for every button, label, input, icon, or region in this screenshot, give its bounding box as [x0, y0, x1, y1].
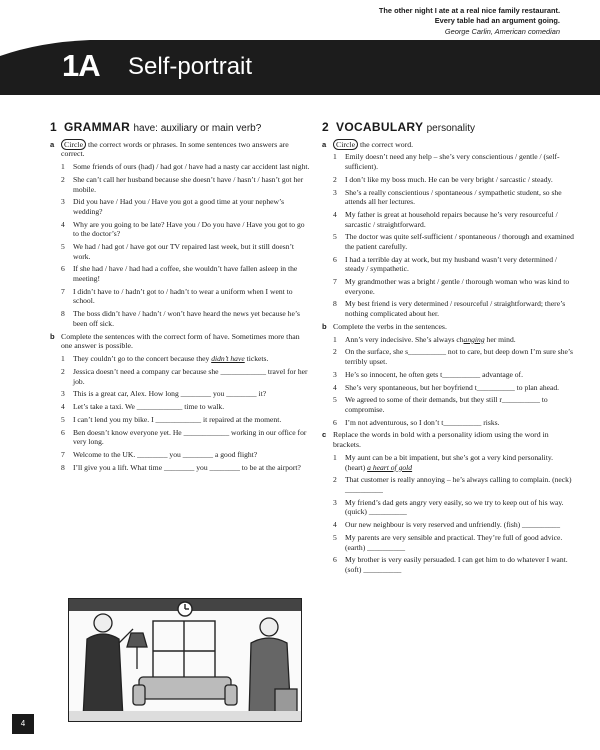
- task-letter: a: [50, 139, 55, 149]
- item-text: Ann’s very indecisive. She’s always ch: [345, 334, 464, 344]
- list-item: [333, 255, 574, 274]
- item-text: The doctor was quite self-sufficient / spontaneous / thorough and examined the patient carefully.: [345, 232, 574, 251]
- item-number: 4: [61, 402, 65, 412]
- example-answer: didn’t have: [211, 354, 245, 364]
- item-number: 6: [333, 555, 337, 565]
- instruction-text: the correct word.: [358, 139, 414, 149]
- grammar-task-b: [50, 332, 312, 473]
- list-item: [333, 299, 574, 318]
- vocabulary-task-b: [322, 322, 574, 427]
- item-number: 5: [61, 414, 65, 424]
- item-text: We agreed to some of their demands, but they still r__________ to compromise.: [345, 395, 548, 414]
- banner-base: [0, 88, 600, 95]
- item-number: 6: [333, 417, 337, 427]
- item-number: 1: [333, 453, 337, 463]
- item-number: 3: [333, 369, 337, 379]
- item-number: 6: [61, 427, 65, 437]
- item-text: If she had / have / had had a coffee, she wouldn’t have fallen asleep in the meeting!: [73, 264, 298, 284]
- item-text: My brother is very easily persuaded. I can get him to do whatever I want. (soft) __________: [345, 555, 568, 574]
- item-text: This is a great car, Alex. How long ________ you ________ it?: [73, 389, 267, 399]
- list-item: [61, 264, 312, 283]
- task-letter: b: [50, 331, 55, 341]
- list-item: [333, 498, 574, 517]
- item-text: Welcome to the UK. ________ you ________ a good flight?: [73, 450, 258, 460]
- item-number: 2: [333, 475, 337, 485]
- list-item: [61, 450, 312, 460]
- item-number: 8: [333, 299, 337, 309]
- list-item: [333, 453, 574, 472]
- list-item: [61, 162, 312, 172]
- list-item: [333, 395, 574, 414]
- item-number: 2: [333, 347, 337, 357]
- item-number: 8: [61, 462, 65, 472]
- unit-title: Self-portrait: [128, 53, 253, 80]
- list-item: [333, 383, 574, 393]
- item-number: 7: [61, 450, 65, 460]
- item-text: He’s so innocent, he often gets t__________ advantage of.: [345, 369, 523, 379]
- list-item: [333, 152, 574, 171]
- item-number: 2: [333, 174, 337, 184]
- item-number: 1: [61, 162, 65, 172]
- item-text: On the surface, she s__________ not to care, but deep down I’m sure she’s terribly upset.: [345, 347, 573, 366]
- item-number: 7: [61, 286, 65, 296]
- item-text-after: her mind.: [484, 334, 516, 344]
- item-text: I don’t like my boss much. He can be very bright / sarcastic / steady.: [345, 174, 553, 184]
- task-instruction: Complete the verbs in the sentences.: [333, 321, 447, 331]
- task-instruction: Replace the words in bold with a personality idiom using the word in brackets.: [333, 430, 549, 450]
- item-text: My friend’s dad gets angry very easily, so we try to keep out of his way. (quick) __________: [345, 497, 564, 517]
- item-number: 4: [61, 219, 65, 229]
- list-item: [333, 210, 574, 229]
- item-number: 2: [61, 174, 65, 184]
- circle-word: Circle: [61, 139, 86, 150]
- item-text: My grandmother was a bright / gentle / thorough woman who was kind to everyone.: [345, 277, 570, 296]
- item-number: 2: [61, 366, 65, 376]
- grammar-section: [50, 120, 312, 476]
- item-text: Why are you going to be late? Have you / Do you have / Have you got to go to the doctor’s?: [73, 219, 305, 239]
- grammar-task-a: [50, 140, 312, 329]
- task-letter: b: [322, 321, 327, 331]
- list-item: [61, 175, 312, 194]
- section-number: 2: [322, 120, 329, 134]
- item-number: 3: [333, 187, 337, 197]
- list-item: [333, 418, 574, 428]
- list-item: [61, 242, 312, 261]
- list-item: [61, 309, 312, 328]
- illustration: [68, 598, 302, 722]
- section-subtitle: personality: [426, 123, 475, 134]
- item-number: 3: [333, 497, 337, 507]
- list-item: [333, 370, 574, 380]
- list-item: [333, 232, 574, 251]
- list-item: [333, 475, 574, 494]
- item-text: Jessica doesn’t need a company car because she ____________ travel for her job.: [73, 366, 308, 386]
- clock-icon: [178, 602, 192, 616]
- grammar-b-list: [61, 354, 312, 472]
- item-text: We had / had got / have got our TV repaired last week, but it still doesn’t work.: [73, 242, 295, 261]
- vocabulary-a-list: [333, 152, 574, 318]
- item-text-after: tickets.: [244, 354, 269, 364]
- item-text: She’s a really conscientious / spontaneous / sympathetic student, so she attends all her lectures.: [345, 187, 562, 207]
- section-subtitle: have: auxiliary or main verb?: [133, 123, 262, 134]
- list-item: [61, 415, 312, 425]
- item-number: 7: [333, 277, 337, 287]
- item-number: 3: [61, 389, 65, 399]
- list-item: [61, 287, 312, 306]
- instruction-text: the correct words or phrases. In some sentences two answers are correct.: [61, 139, 289, 159]
- item-number: 6: [61, 264, 65, 274]
- item-text: The boss didn’t have / hadn’t / won’t have heard the news yet because he’s been off sick.: [73, 309, 300, 328]
- epigraph: [379, 6, 560, 37]
- item-number: 1: [61, 354, 65, 364]
- item-text: I had a terrible day at work, but my husband wasn’t very determined / steady / sympathetic.: [345, 254, 558, 274]
- item-number: 4: [333, 382, 337, 392]
- item-number: 5: [333, 532, 337, 542]
- item-text: She’s very spontaneous, but her boyfriend t__________ to plan ahead.: [345, 382, 560, 392]
- task-instruction: Complete the sentences with the correct form of have. Sometimes more than one answer is possible.: [61, 331, 300, 351]
- item-text: I can’t lend you my bike. I ____________ it repaired at the moment.: [73, 414, 282, 424]
- quote-line-1: The other night I ate at a real nice family restaurant.: [378, 6, 560, 15]
- example-answer: anging: [463, 334, 485, 344]
- grammar-heading: [50, 120, 312, 134]
- vocabulary-section: [322, 120, 574, 578]
- item-text: I didn’t have to / hadn’t got to / hadn’t to wear a uniform when I went to school.: [73, 286, 293, 306]
- list-item: [61, 197, 312, 216]
- list-item: [333, 188, 574, 207]
- item-number: 5: [333, 395, 337, 405]
- circle-word: Circle: [333, 139, 358, 150]
- item-number: 1: [333, 152, 337, 162]
- grammar-a-list: [61, 162, 312, 328]
- item-number: 5: [61, 242, 65, 252]
- list-item: [333, 347, 574, 366]
- vocabulary-task-c: [322, 430, 574, 574]
- item-text: I’ll give you a lift. What time ________ you ________ to be at the airport?: [73, 462, 301, 472]
- item-text: Our new neighbour is very reserved and unfriendly. (fish) __________: [345, 520, 561, 530]
- task-instruction: [61, 140, 312, 160]
- vocabulary-heading: [322, 120, 574, 134]
- task-letter: c: [322, 430, 327, 440]
- quote-line-2: Every table had an argument going.: [434, 16, 560, 25]
- section-number: 1: [50, 120, 57, 134]
- list-item: [61, 367, 312, 386]
- quote-attribution: George Carlin, American comedian: [444, 27, 560, 36]
- task-instruction: [333, 140, 574, 150]
- item-text: My aunt can be a bit impatient, but she’s got a very kind personality. (heart): [345, 453, 554, 472]
- item-number: 8: [61, 309, 65, 319]
- item-text: My father is great at household repairs because he’s very resourceful / sarcastic / straightforward.: [345, 209, 558, 229]
- item-text: My parents are very sensible and practical. They’re full of good advice. (earth) __________: [345, 532, 563, 552]
- section-keyword: GRAMMAR: [64, 120, 131, 134]
- item-number: 1: [333, 334, 337, 344]
- list-item: [61, 389, 312, 399]
- task-letter: a: [322, 139, 327, 149]
- item-number: 3: [61, 197, 65, 207]
- list-item: [61, 463, 312, 473]
- list-item: [333, 520, 574, 530]
- page-number: 4: [12, 714, 34, 734]
- list-item: [61, 220, 312, 239]
- list-item: [61, 402, 312, 412]
- item-text: Did you have / Had you / Have you got a good time at your nephew’s wedding?: [73, 197, 285, 216]
- unit-number: 1A: [62, 48, 100, 83]
- example-answer: a heart of gold: [367, 462, 413, 472]
- item-text: They couldn’t go to the concert because they: [73, 354, 212, 364]
- item-number: 6: [333, 254, 337, 264]
- list-item: [61, 354, 312, 364]
- list-item: [333, 277, 574, 296]
- item-text: She can’t call her husband because she doesn’t have / hasn’t / hasn’t got her mobile.: [73, 174, 304, 194]
- list-item: [333, 335, 574, 345]
- list-item: [333, 175, 574, 185]
- vocabulary-b-list: [333, 335, 574, 428]
- vocabulary-c-list: [333, 453, 574, 574]
- item-text: Let’s take a taxi. We ____________ time to walk.: [73, 402, 225, 412]
- item-number: 5: [333, 232, 337, 242]
- list-item: [333, 555, 574, 574]
- list-item: [61, 428, 312, 447]
- item-text: Some friends of ours (had) / had got / have had a nasty car accident last night.: [73, 162, 310, 172]
- list-item: [333, 533, 574, 552]
- item-text: Emily doesn’t need any help – she’s very conscientious / gentle / (self-sufficient).: [345, 152, 560, 171]
- item-number: 4: [333, 520, 337, 530]
- vocabulary-task-a: [322, 140, 574, 319]
- section-keyword: VOCABULARY: [336, 120, 424, 134]
- item-text: That customer is really annoying – he’s always calling to complain. (neck) __________: [345, 475, 572, 495]
- item-number: 4: [333, 209, 337, 219]
- item-text: Ben doesn’t know everyone yet. He ____________ working in our office for very long.: [73, 427, 307, 447]
- item-text: I’m not adventurous, so I don’t t__________ risks.: [345, 417, 500, 427]
- item-text: My best friend is very determined / resourceful / straightforward; there’s nothing complicated about her.: [345, 299, 566, 319]
